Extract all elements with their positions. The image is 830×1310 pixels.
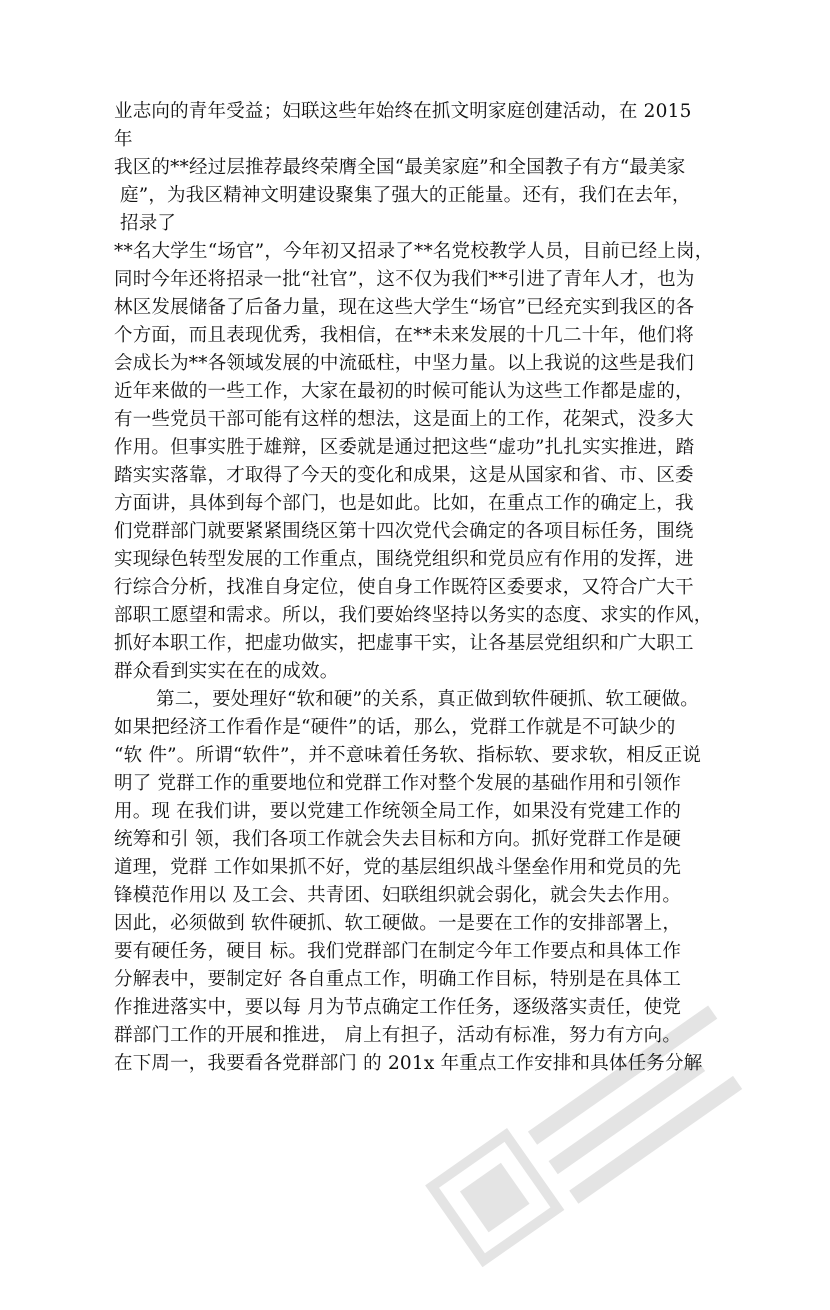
text-line: 们党群部门就要紧紧围绕区第十四次党代会确定的各项目标任务，围绕 <box>114 521 694 542</box>
text-line: 行综合分析，找准自身定位，使自身工作既符区委要求，又符合广大干 <box>114 577 694 598</box>
text-line: 实现绿色转型发展的工作重点，围绕党组织和党员应有作用的发挥，进 <box>114 549 694 570</box>
text-line: 业志向的青年受益；妇联这些年始终在抓文明家庭创建活动，在 2015 <box>114 101 692 122</box>
document-body <box>114 98 744 1078</box>
text-line: 同时今年还将招录一批“社官”，这不仅为我们**引进了青年人才，也为 <box>114 269 695 290</box>
text-line: 个方面，而且表现优秀，我相信，在**未来发展的十几二十年，他们将 <box>114 325 694 346</box>
text-line: 明了 党群工作的重要地位和党群工作对整个发展的基础作用和引领作 <box>114 773 682 794</box>
text-line: **名大学生“场官”，今年初又招录了**名党校教学人员，目前已经上岗， <box>114 241 714 262</box>
text-line: 会成长为**各领域发展的中流砥柱，中坚力量。以上我说的这些是我们 <box>114 353 694 374</box>
text-line: 分解表中，要制定好 各自重点工作，明确工作目标，特别是在具体工 <box>114 969 682 990</box>
text-line: 招录了 <box>120 213 177 234</box>
paragraph-first-line: 第二，要处理好“软和硬”的关系，真正做到软件硬抓、软工硬做。 <box>156 689 699 710</box>
text-line: 因此，必须做到 软件硬抓、软工硬做。一是要在工作的安排部署上， <box>114 913 682 934</box>
text-line: 群众看到实实在在的成效。 <box>114 661 339 682</box>
text-line: 近年来做的一些工作，大家在最初的时候可能认为这些工作都是虚的， <box>114 381 694 402</box>
text-line: 要有硬任务，硬目 标。我们党群部门在制定今年工作要点和具体工作 <box>114 941 682 962</box>
text-line: 踏实实落靠，才取得了今天的变化和成果，这是从国家和省、市、区委 <box>114 465 694 486</box>
text-line: 作推进落实中，要以每 月为节点确定工作任务，逐级落实责任，使党 <box>114 997 682 1018</box>
text-line: 方面讲，具体到每个部门，也是如此。比如，在重点工作的确定上，我 <box>114 493 694 514</box>
text-line: 用。现 在我们讲，要以党建工作统领全局工作，如果没有党建工作的 <box>114 801 682 822</box>
text-line: 道理，党群 工作如果抓不好，党的基层组织战斗堡垒作用和党员的先 <box>114 857 682 878</box>
text-line: 锋模范作用以 及工会、共青团、妇联组织就会弱化，就会失去作用。 <box>114 885 682 906</box>
text-line: 部职工愿望和需求。所以，我们要始终坚持以务实的态度、求实的作风， <box>114 605 713 626</box>
text-line: 抓好本职工作，把虚功做实，把虚事干实，让各基层党组织和广大职工 <box>114 633 694 654</box>
text-line: 庭”，为我区精神文明建设聚集了强大的正能量。还有，我们在去年， <box>120 185 691 206</box>
text-line: 林区发展储备了后备力量，现在这些大学生“场官”已经充实到我区的各 <box>114 297 695 318</box>
text-line: 在下周一，我要看各党群部门 的 201x 年重点工作安排和具体任务分解 <box>114 1053 703 1074</box>
text-line: “软 件”。所谓“软件”，并不意味着任务软、指标软、要求软，相反正说 <box>114 745 702 766</box>
text-line: 年 <box>114 129 133 150</box>
text-line: 作用。但事实胜于雄辩，区委就是通过把这些“虚功”扎扎实实推进，踏 <box>114 437 695 458</box>
text-line: 统筹和引 领，我们各项工作就会失去目标和方向。抓好党群工作是硬 <box>114 829 682 850</box>
text-line: 我区的**经过层推荐最终荣膺全国“最美家庭”和全国教子有方“最美家 <box>114 157 686 178</box>
text-line: 如果把经济工作看作是“硬件”的话，那么，党群工作就是不可缺少的 <box>114 717 676 738</box>
text-line: 群部门工作的开展和推进， 肩上有担子，活动有标准，努力有方向。 <box>114 1025 682 1046</box>
text-line: 有一些党员干部可能有这样的想法，这是面上的工作，花架式，没多大 <box>114 409 694 430</box>
